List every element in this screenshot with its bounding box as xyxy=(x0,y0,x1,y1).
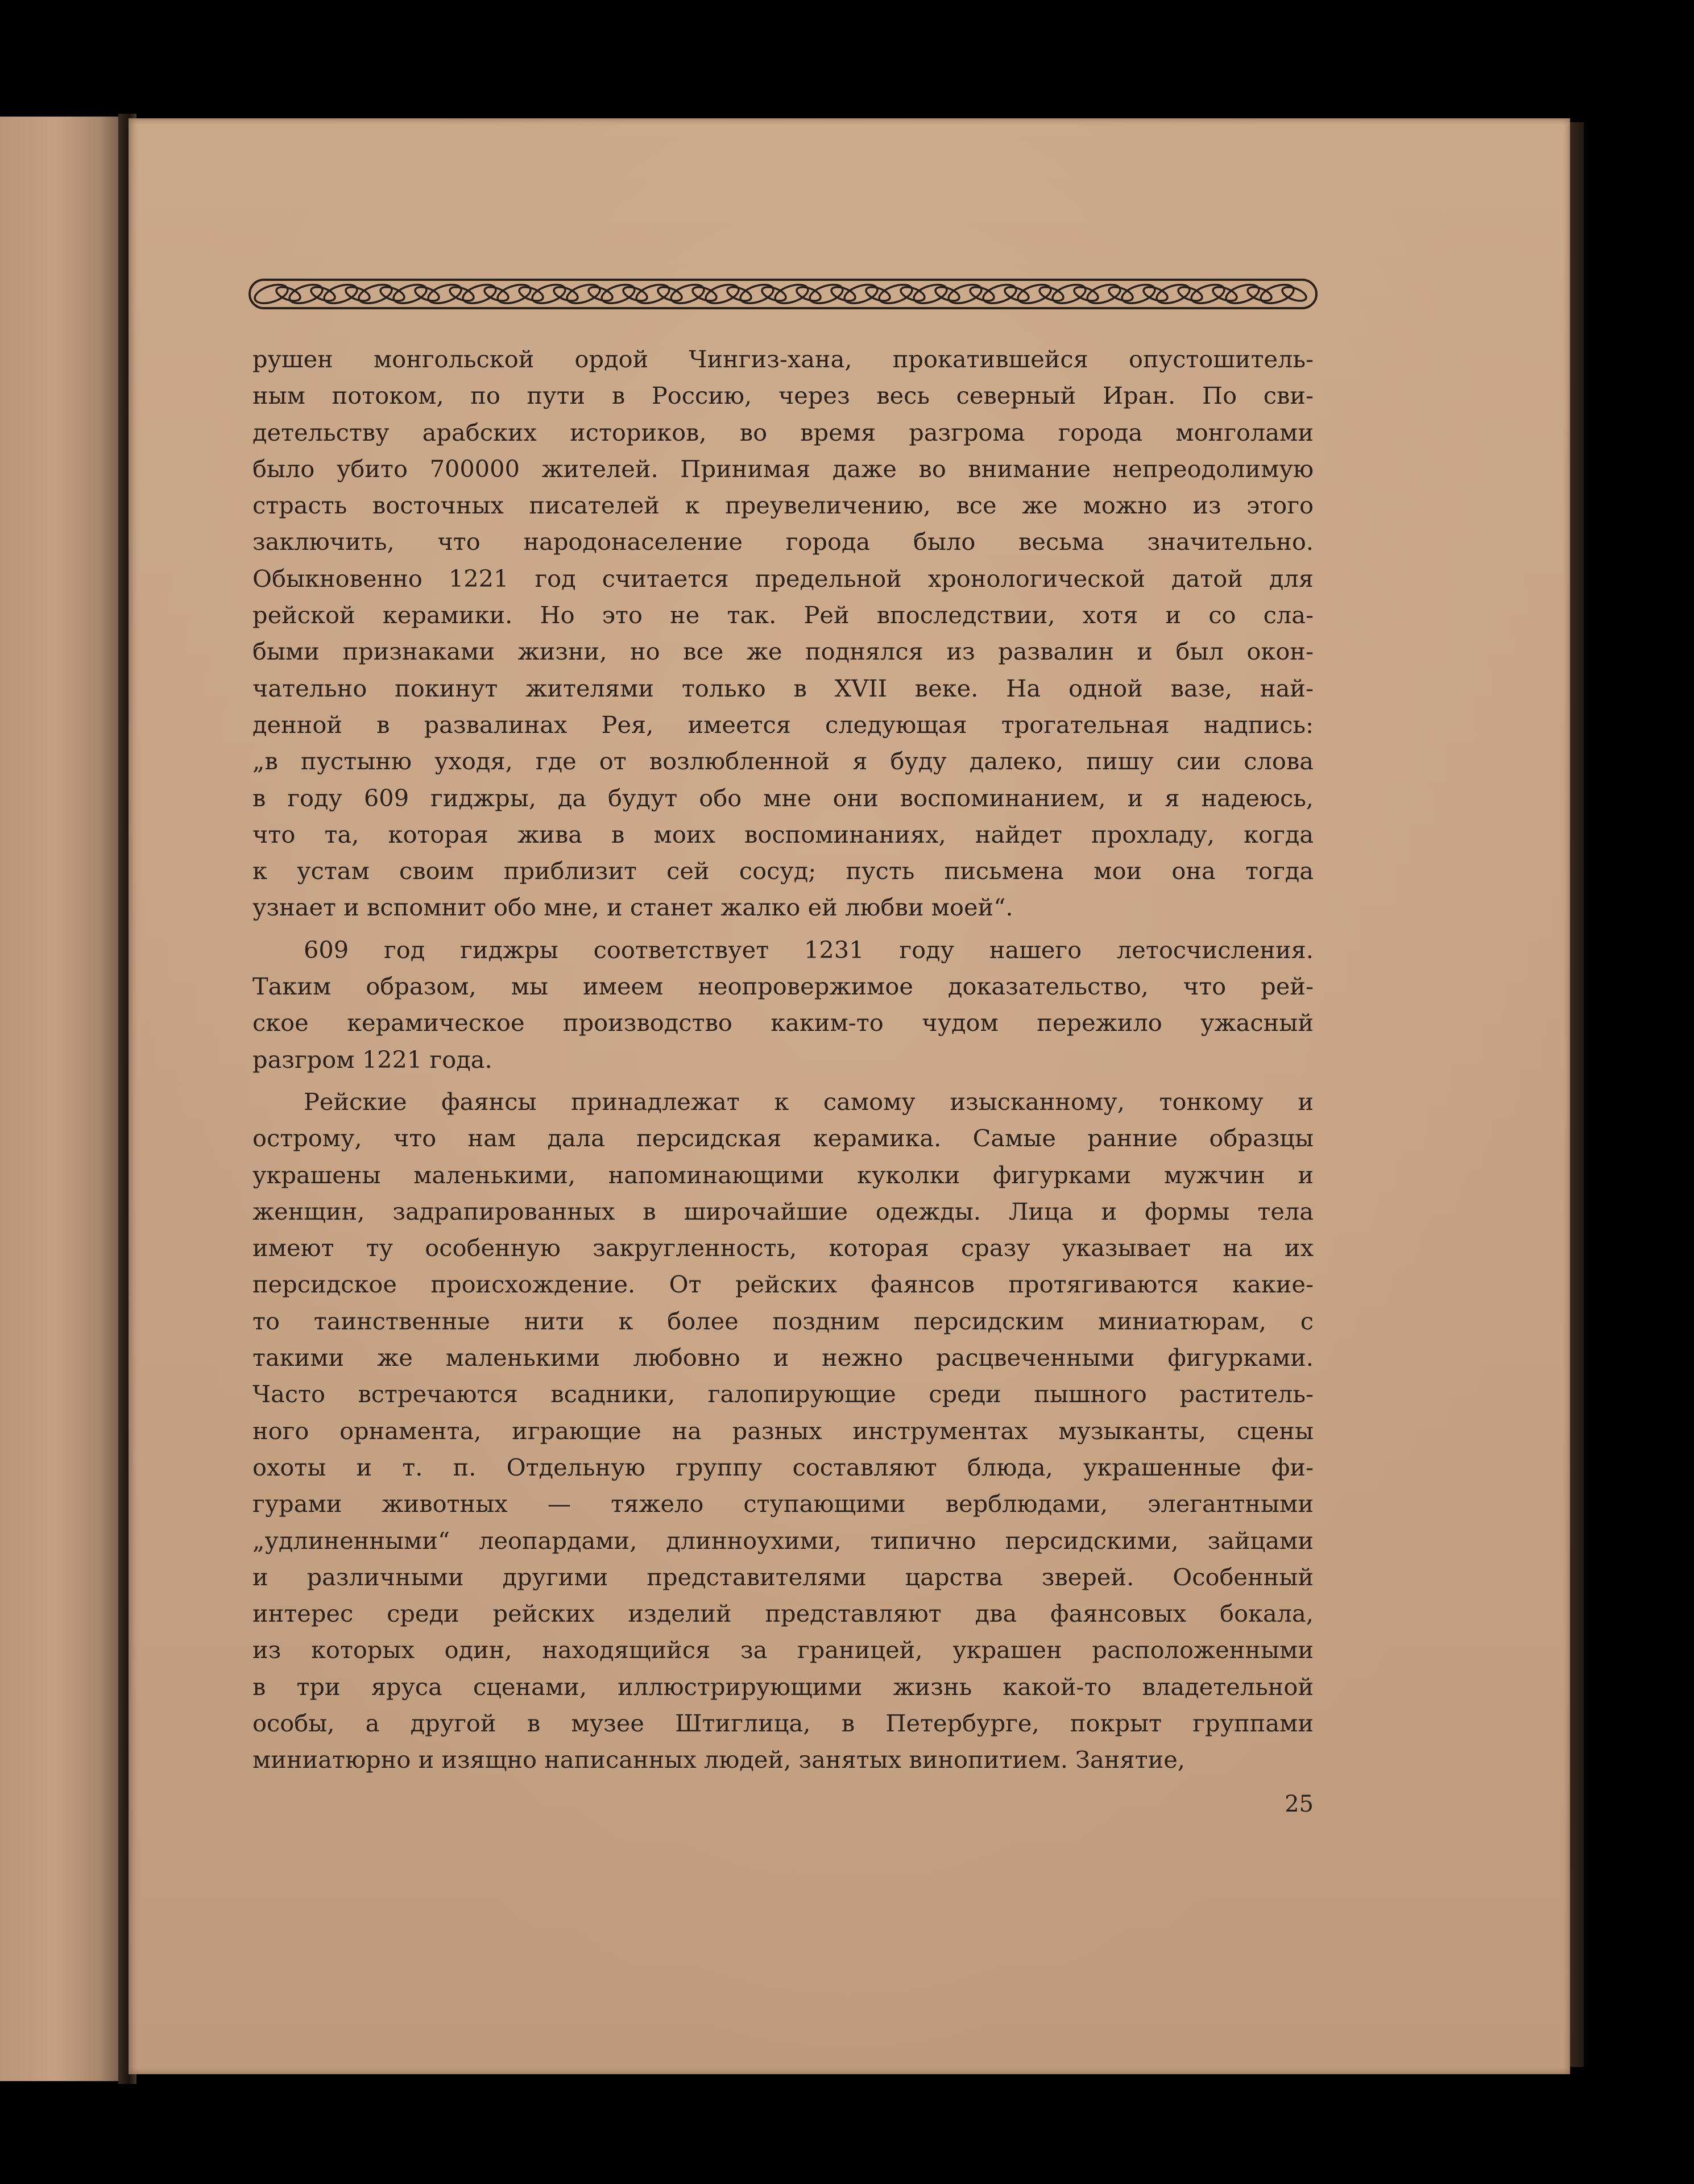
text-line: ного орнамента, играющие на разных инструментах музыканты, сцены xyxy=(252,1416,1314,1445)
paragraph xyxy=(252,1084,1314,1779)
text-line: персидское происхождение. От рейских фаянсов протягиваются какие- xyxy=(252,1270,1314,1299)
ornamental-headpiece xyxy=(248,276,1318,312)
text-line: и различными другими представителями царства зверей. Особенный xyxy=(252,1563,1314,1591)
text-line: узнает и вспомнит обо мне, и станет жалко ей любви моей“. xyxy=(252,893,1013,922)
text-line: Обыкновенно 1221 год считается предельной хронологической датой для xyxy=(252,564,1314,592)
text-line: страсть восточных писателей к преувеличению, все же можно из этого xyxy=(252,491,1314,520)
text-line: к устам своим приблизит сей сосуд; пусть письмена мои она тогда xyxy=(252,857,1314,885)
text-line: разгром 1221 года. xyxy=(252,1045,492,1074)
text-line: имеют ту особенную закругленность, которая сразу указывает на их xyxy=(252,1234,1314,1262)
text-line: что та, которая жива в моих воспоминаниях, найдет прохладу, когда xyxy=(252,820,1314,848)
paragraph-gap xyxy=(252,1078,1314,1084)
text-line: миниатюрно и изящно написанных людей, занятых винопитием. Занятие, xyxy=(252,1746,1185,1774)
text-line: то таинственные нити к более поздним персидским миниатюрам, с xyxy=(252,1307,1314,1335)
text-line: в три яруса сценами, иллюстрирующими жизнь какой-то владетельной xyxy=(252,1672,1314,1701)
text-line: чательно покинут жителями только в XVII веке. На одной вазе, най- xyxy=(252,674,1314,702)
text-line: особы, а другой в музее Штиглица, в Петербурге, покрыт группами xyxy=(252,1709,1314,1737)
text-line: Рейские фаянсы принадлежат к самому изысканному, тонкому и xyxy=(304,1087,1314,1116)
text-line: „в пустыню уходя, где от возлюбленной я буду далеко, пишу сии слова xyxy=(252,747,1314,776)
text-line: ным потоком, по пути в Россию, через весь северный Иран. По сви- xyxy=(252,382,1314,410)
text-line: женщин, задрапированных в широчайшие одежды. Лица и формы тела xyxy=(252,1197,1314,1225)
text-line: денной в развалинах Рея, имеется следующая трогательная надпись: xyxy=(252,710,1314,739)
text-line: гурами животных — тяжело ступающими верблюдами, элегантными xyxy=(252,1490,1314,1518)
text-line: быми признаками жизни, но все же поднялся из развалин и был окон- xyxy=(252,637,1314,666)
text-line: в году 609 гиджры, да будут обо мне они воспоминанием, и я надеюсь, xyxy=(252,784,1314,812)
text-line: украшены маленькими, напоминающими куколки фигурками мужчин и xyxy=(252,1161,1314,1189)
text-line: Таким образом, мы имеем неопровержимое доказательство, что рей- xyxy=(252,972,1314,1001)
text-line: интерес среди рейских изделий представляют два фаянсовых бокала, xyxy=(252,1599,1314,1628)
paragraph xyxy=(252,932,1314,1078)
paragraph-gap xyxy=(252,926,1314,932)
text-line: рейской керамики. Но это не так. Рей впоследствии, хотя и со сла- xyxy=(252,601,1314,629)
text-line: было убито 700000 жителей. Принимая даже во внимание непреодолимую xyxy=(252,454,1314,483)
paragraph xyxy=(252,341,1314,926)
page-number: 25 xyxy=(1285,1791,1314,1817)
body-text xyxy=(252,341,1314,1779)
text-line: рушен монгольской ордой Чингиз-хана, прокатившейся опустошитель- xyxy=(252,345,1314,373)
text-line: 609 год гиджры соответствует 1231 году нашего летосчисления. xyxy=(304,935,1314,964)
text-line: такими же маленькими любовно и нежно расцвеченными фигурками. xyxy=(252,1344,1314,1372)
text-line: из которых один, находящийся за границей, украшен расположенными xyxy=(252,1636,1314,1664)
text-line: охоты и т. п. Отдельную группу составляют блюда, украшенные фи- xyxy=(252,1453,1314,1481)
facing-page-edge xyxy=(0,117,124,2081)
text-line: заключить, что народонаселение города было весьма значительно. xyxy=(252,528,1314,556)
text-line: „удлиненными“ леопардами, длинноухими, типично персидскими, зайцами xyxy=(252,1526,1314,1555)
text-line: острому, что нам дала персидская керамика. Самые ранние образцы xyxy=(252,1124,1314,1153)
text-line: детельству арабских историков, во время разгрома города монголами xyxy=(252,418,1314,446)
text-line: Часто встречаются всадники, галопирующие среди пышного раститель- xyxy=(252,1380,1314,1408)
text-line: ское керамическое производство каким-то чудом пережило ужасный xyxy=(252,1009,1314,1037)
